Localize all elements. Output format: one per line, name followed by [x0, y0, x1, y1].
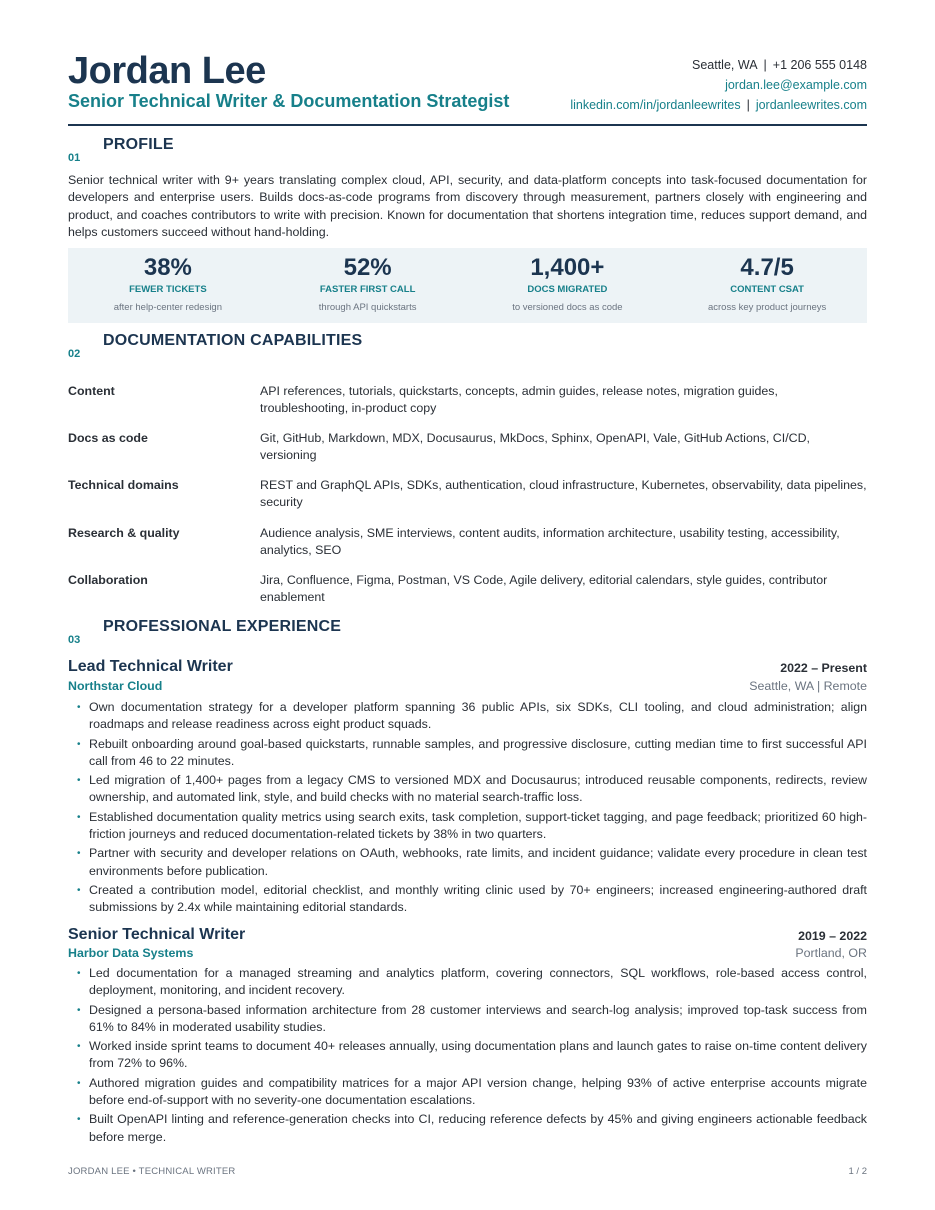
- bullet-item: [68, 736, 867, 771]
- bullet-item: [68, 1111, 867, 1146]
- section-header-experience: [68, 618, 867, 644]
- bullet-dot-icon: •: [77, 1114, 81, 1126]
- bullet-item: [68, 809, 867, 844]
- website-link[interactable]: jordanleewrites.com: [755, 98, 867, 112]
- contact-block: [570, 55, 867, 115]
- page-number: 1 / 2: [848, 1166, 867, 1177]
- bullet-text: Worked inside sprint teams to document 40+ releases annually, using documentation plans and launch gates to raise on-time content delivery from 72% to 96%.: [89, 1039, 867, 1071]
- bullet-item: [68, 699, 867, 734]
- bullet-item: [68, 882, 867, 917]
- bullet-text: Own documentation strategy for a developer platform spanning 36 public APIs, six SDKs, CLI tooling, and cloud administration; align roadmaps and release readiness across eight product squads.: [89, 700, 867, 732]
- metric-card: [268, 248, 468, 323]
- bullet-dot-icon: •: [77, 738, 81, 750]
- bullet-text: Designed a persona-based information architecture from 28 customer interviews and search-log analysis; improved top-task success from 61% to 84% in moderated usability studies.: [89, 1002, 867, 1034]
- metrics-band: [68, 248, 867, 323]
- job-title: Senior Technical Writer: [68, 926, 246, 943]
- metric-value: 1,400+: [530, 254, 605, 281]
- section-header-profile: [68, 136, 867, 162]
- metric-card: [667, 248, 867, 323]
- metric-card: [468, 248, 668, 323]
- location-text: Seattle, WA: [692, 58, 758, 72]
- bullet-item: [68, 1038, 867, 1073]
- bullet-item: [68, 845, 867, 880]
- section-title: DOCUMENTATION CAPABILITIES: [103, 332, 363, 349]
- bullet-text: Partner with security and developer relations on OAuth, webhooks, rate limits, and incident guidance; validate every procedure in clean test environments before publication.: [89, 846, 867, 878]
- capability-label: Technical domains: [68, 478, 179, 492]
- metric-card: [68, 248, 268, 323]
- bullet-dot-icon: •: [77, 811, 81, 823]
- bullet-dot-icon: •: [77, 1004, 81, 1016]
- phone-text: +1 206 555 0148: [772, 58, 867, 72]
- metric-note: to versioned docs as code: [512, 302, 623, 313]
- metric-note: after help-center redesign: [113, 302, 222, 313]
- capability-value: REST and GraphQL APIs, SDKs, authentication, cloud infrastructure, Kubernetes, observability, data pipelines, security: [260, 478, 867, 510]
- metric-value: 52%: [343, 254, 392, 281]
- capability-label: Collaboration: [68, 573, 148, 587]
- candidate-role: Senior Technical Writer & Documentation Strategist: [68, 91, 510, 111]
- metric-value: 4.7/5: [740, 254, 794, 281]
- bullet-text: Established documentation quality metrics using search exits, task completion, support-ticket tagging, and page feedback; prioritized 60 high-friction journeys and reduced documentation-related tickets by 38% in two quarters.: [89, 809, 867, 842]
- job-location: Portland, OR: [795, 946, 867, 960]
- bullet-dot-icon: •: [77, 1041, 81, 1053]
- job-company: Harbor Data Systems: [68, 946, 194, 960]
- bullet-text: Authored migration guides and compatibility matrices for a major API version change, helping 93% of active enterprise accounts migrate before end-of-support with no severity-one documentation escalations.: [89, 1075, 867, 1108]
- section-header-capabilities: [68, 332, 867, 358]
- metric-label: FASTER FIRST CALL: [319, 284, 416, 295]
- bullet-text: Built OpenAPI linting and reference-generation checks into CI, reducing reference defects by 45% and giving engineers actionable feedback before merge.: [89, 1112, 867, 1144]
- bullet-text: Created a contribution model, editorial checklist, and monthly writing clinic used by 70+ engineers; increased engineering-authored draft submissions by 2.4x while maintaining editorial standards.: [89, 882, 867, 915]
- section-number: 01: [68, 152, 81, 164]
- section-number: 03: [68, 634, 81, 646]
- separator: |: [763, 58, 767, 72]
- section-number: 02: [68, 348, 81, 360]
- bullet-item: [68, 965, 867, 1000]
- bullet-item: [68, 1075, 867, 1110]
- bullet-dot-icon: •: [77, 884, 81, 896]
- bullet-dot-icon: •: [77, 848, 81, 860]
- job-title: Lead Technical Writer: [68, 658, 233, 675]
- metric-label: CONTENT CSAT: [730, 284, 804, 295]
- job-dates: 2022 – Present: [780, 661, 867, 675]
- metric-note: through API quickstarts: [318, 302, 417, 313]
- metric-label: FEWER TICKETS: [129, 284, 207, 295]
- bullet-text: Rebuilt onboarding around goal-based quickstarts, runnable samples, and progressive disclosure, cutting median time to first successful API call from 46 to 22 minutes.: [89, 736, 867, 768]
- contact-line-web: [570, 95, 867, 115]
- bullet-item: [68, 772, 867, 807]
- job-company: Northstar Cloud: [68, 679, 163, 693]
- job-location: Seattle, WA | Remote: [749, 679, 867, 693]
- metric-label: DOCS MIGRATED: [527, 284, 608, 295]
- bullet-text: Led documentation for a managed streaming and analytics platform, covering connectors, SQL workflows, role-based access control, deployment, monitoring, and incident recovery.: [89, 966, 867, 998]
- resume-header: [68, 52, 867, 126]
- linkedin-link[interactable]: linkedin.com/in/jordanleewrites: [570, 98, 741, 112]
- bullet-item: [68, 1002, 867, 1037]
- capability-value: API references, tutorials, quickstarts, concepts, admin guides, release notes, migration guides, troubleshooting, in-product copy: [260, 384, 778, 416]
- job-bullets: [68, 699, 867, 919]
- email-link[interactable]: jordan.lee@example.com: [725, 78, 867, 92]
- section-title: PROFESSIONAL EXPERIENCE: [103, 618, 342, 635]
- footer-label: JORDAN LEE • TECHNICAL WRITER: [68, 1166, 236, 1177]
- bullet-dot-icon: •: [77, 968, 81, 979]
- candidate-name: Jordan Lee: [68, 50, 266, 92]
- bullet-dot-icon: •: [77, 775, 81, 787]
- bullet-dot-icon: •: [77, 1077, 81, 1089]
- separator: |: [746, 98, 750, 112]
- metric-note: across key product journeys: [707, 302, 827, 313]
- capability-label: Research & quality: [68, 526, 180, 540]
- metric-value: 38%: [143, 254, 192, 281]
- profile-summary: Senior technical writer with 9+ years translating complex cloud, API, security, and data-platform concepts into task-focused documentation for developers and enterprise users. Builds docs-as-code programs from discovery through measurement, partners closely with engineering and product, and coaches contributors to write with precision. Known for documentation that shortens integration time, reduces support demand, and helps customers succeed without hand-holding.: [68, 173, 867, 239]
- bullet-text: Led migration of 1,400+ pages from a legacy CMS to versioned MDX and Docusaurus; introduced reusable components, redirects, review ownership, and automated link, style, and build checks with no material search-traffic loss.: [89, 773, 867, 805]
- capability-label: Docs as code: [68, 431, 148, 445]
- contact-line-location-phone: [570, 55, 867, 75]
- job-dates: 2019 – 2022: [798, 929, 867, 943]
- contact-line-email: [570, 75, 867, 95]
- section-title: PROFILE: [103, 136, 174, 153]
- capability-value: Audience analysis, SME interviews, content audits, information architecture, usability testing, accessibility, analytics, SEO: [260, 526, 840, 558]
- capability-value: Git, GitHub, Markdown, MDX, Docusaurus, MkDocs, Sphinx, OpenAPI, Vale, GitHub Actions, CI/CD, versioning: [260, 431, 810, 463]
- capability-label: Content: [68, 384, 115, 398]
- resume-page: [68, 50, 867, 1144]
- bullet-dot-icon: •: [77, 702, 81, 713]
- job-bullets: [68, 965, 867, 1148]
- capability-value: Jira, Confluence, Figma, Postman, VS Code, Agile delivery, editorial calendars, style guides, contributor enablement: [260, 573, 828, 605]
